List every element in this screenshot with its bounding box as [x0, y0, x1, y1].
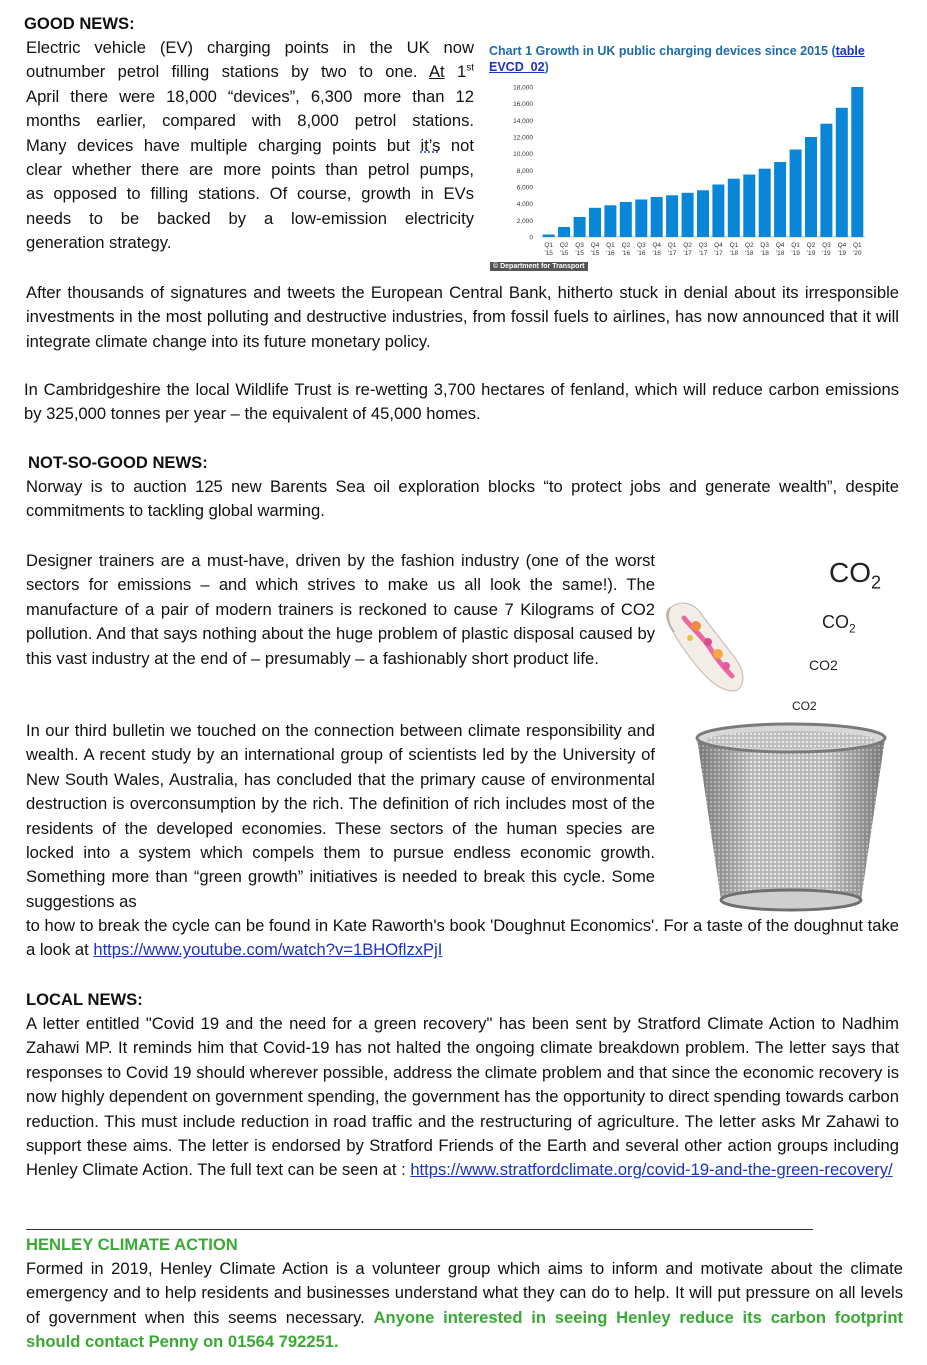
local-news-heading: LOCAL NEWS:: [26, 990, 143, 1009]
bar: [774, 162, 786, 237]
bar: [620, 202, 632, 237]
waste-basket-image: [693, 720, 889, 914]
local-news-body: A letter entitled "Covid 19 and the need for a green recovery" has been sent by Stratford Climate Action to Nadhim Zahawi MP. It reminds him that Covid-19 has not halted the ongoing climate breakdown problem. The letter says that responses to Covid 19 should wherever possible, address the climate problem and that since the economic recovery is now highly dependent on government spending, the government has the opportunity to direct spending towards carbon reduction. This must include reduction in road traffic and the restructuring of agriculture. The letter asks Mr Zahawi to support these aims. The letter is endorsed by Stratford Friends of the Earth and several other action groups including Henley Climate Action. The full text can be seen at :: [26, 1014, 899, 1180]
wealth-paragraph: In our third bulletin we touched on the connection between climate responsibility and wealth. A recent study by an international group of scientists led by the University of New South Wales, Australia, has concluded that the primary cause of environmental destruction is overconsumption by the rich. The definition of rich includes most of the residents of the developed economies. These sectors of the human species are locked into a system which compels them to pursue endless economic growth. Something more than “green growth” initiatives is needed to break this cycle. Some suggestions as: [26, 721, 655, 911]
local-news-paragraph: [26, 1012, 899, 1183]
x-tick-label: Q2: [683, 242, 692, 249]
x-tick-year-label: '18: [775, 250, 785, 257]
chart-source: © Department for Transport: [490, 262, 588, 271]
bar: [805, 137, 817, 237]
x-tick-label: Q3: [636, 242, 646, 249]
wealth-paragraph-tail: [26, 914, 899, 963]
x-tick-year-label: '19: [806, 250, 816, 257]
trainer-shoe-image: [662, 598, 748, 694]
x-tick-year-label: '15: [575, 250, 584, 257]
x-tick-year-label: '19: [822, 250, 831, 257]
wealth-tail-text: to how to break the cycle can be found in Kate Raworth's book 'Doughnut Economics'. For a taste of the doughnut take a look at: [26, 916, 899, 960]
ev-line-3: April there were 18,000 “devices”, 6,300 more than 12: [26, 86, 474, 106]
henley-contact: Anyone interested in seeing Henley reduce its carbon footprint should contact Penny on 01564 792251.: [26, 1307, 903, 1352]
x-tick-label: Q4: [837, 242, 847, 249]
x-tick-year-label: '17: [667, 250, 677, 257]
ev-line-8: needs to be backed by a low-emission electricity: [26, 208, 474, 228]
x-tick-year-label: '18: [760, 250, 769, 257]
y-tick-label: 2,000: [516, 217, 533, 225]
x-tick-year-label: '18: [729, 250, 739, 257]
ev-line-5: Many devices have multiple charging points but: [26, 135, 421, 155]
x-tick-label: Q2: [559, 242, 569, 249]
bar: [558, 227, 570, 237]
x-tick-label: Q1: [852, 242, 862, 249]
x-tick-label: Q4: [652, 242, 662, 249]
first-sup: st: [466, 62, 474, 74]
co2-medium-sub: 2: [849, 621, 856, 636]
co2-smallest: CO2: [792, 699, 817, 713]
x-tick-label: Q1: [729, 242, 739, 249]
ev-line-7: as opposed to filling stations. Of course, growth in EVs: [26, 184, 474, 204]
cambs-paragraph: In Cambridgeshire the local Wildlife Trust is re-wetting 3,700 hectares of fenland, which will reduce carbon emissions by 325,000 tonnes per year – the equivalent of 45,000 homes.: [24, 380, 899, 424]
x-tick-year-label: '19: [791, 250, 800, 257]
x-tick-year-label: '15: [544, 250, 553, 257]
ev-line-1: Electric vehicle (EV) charging points in the UK now: [26, 38, 474, 57]
chart-title: [489, 43, 901, 75]
x-tick-label: Q4: [714, 242, 723, 249]
co2-large: [829, 557, 881, 594]
x-tick-year-label: '17: [683, 250, 692, 257]
not-so-good-heading: NOT-SO-GOOD NEWS:: [28, 453, 208, 472]
trainers-paragraph: Designer trainers are a must-have, driven by the fashion industry (one of the worst sectors for emissions – and which strives to make us all look the same!). The manufacture of a pair of modern trainers is reckoned to cause 7 Kilograms of CO2 pollution. And that says nothing about the huge problem of plastic disposal caused by this vast industry at the end of – presumably – a fashionably short product life.: [26, 551, 655, 668]
bar: [759, 169, 771, 237]
ev-line-2: outnumber petrol filling stations by two to one.: [26, 62, 418, 82]
x-tick-label: Q1: [667, 242, 677, 249]
x-tick-year-label: '18: [745, 250, 754, 257]
chart-title-suffix: ): [544, 60, 549, 74]
first-num: 1: [456, 62, 467, 82]
ev-line-4: months earlier, compared with 8,000 petrol stations.: [26, 111, 474, 131]
x-tick-label: Q3: [575, 242, 584, 249]
bar: [635, 200, 647, 238]
x-tick-label: Q1: [791, 242, 800, 249]
ev-chart: [489, 43, 901, 285]
bar: [589, 208, 601, 237]
co2-large-main: CO: [829, 557, 871, 588]
bar: [820, 124, 832, 237]
x-tick-year-label: '20: [853, 250, 862, 257]
co2-medium-main: CO: [822, 612, 849, 632]
bar: [543, 235, 555, 238]
x-tick-year-label: '17: [714, 250, 723, 257]
x-tick-label: Q2: [744, 242, 754, 249]
x-tick-year-label: '17: [698, 250, 708, 257]
henley-paragraph: [26, 1257, 903, 1355]
stratford-link[interactable]: https://www.stratfordclimate.org/covid-19-and-the-green-recovery/: [410, 1160, 893, 1180]
x-tick-year-label: '16: [606, 250, 615, 257]
y-tick-label: 14,000: [513, 117, 533, 125]
bar: [604, 205, 616, 237]
ecb-paragraph: After thousands of signatures and tweets the European Central Bank, hitherto stuck in denial about its irresponsible investments in the most polluting and destructive industries, from fossil fuels to airlines, has now announced that it will integrate climate change into its future monetary policy.: [26, 283, 899, 351]
y-tick-label: 0: [529, 234, 533, 242]
its-word: it’s: [420, 135, 441, 155]
youtube-link[interactable]: https://www.youtube.com/watch?v=1BHOflzxPjI: [93, 940, 443, 960]
bar: [743, 175, 755, 238]
y-tick-label: 10,000: [513, 151, 533, 159]
chart-table-link[interactable]: table EVCD_02: [489, 44, 865, 74]
y-tick-label: 18,000: [513, 84, 533, 92]
y-tick-label: 6,000: [516, 184, 533, 192]
y-tick-label: 8,000: [516, 167, 533, 175]
x-tick-year-label: '16: [637, 250, 646, 257]
x-tick-label: Q2: [621, 242, 631, 249]
norway-paragraph: Norway is to auction 125 new Barents Sea oil exploration blocks “to protect jobs and generate wealth”, despite commitments to tackling global warming.: [26, 477, 899, 521]
x-tick-year-label: '15: [559, 250, 569, 257]
x-tick-label: Q1: [544, 242, 554, 249]
chart-title-text: Chart 1 Growth in UK public charging devices since 2015 (: [489, 44, 836, 58]
good-news-heading: GOOD NEWS:: [24, 14, 135, 33]
bar: [851, 87, 863, 237]
bar: [728, 179, 740, 237]
co2-small: CO2: [809, 657, 838, 673]
co2-medium: [822, 612, 856, 636]
ev-paragraph: [26, 36, 474, 256]
x-tick-label: Q1: [606, 242, 615, 249]
ev-line-5b: not: [440, 135, 474, 155]
ev-line-9: generation strategy.: [26, 233, 172, 253]
bar: [651, 197, 663, 237]
y-tick-label: 12,000: [513, 134, 533, 142]
bar: [682, 193, 694, 237]
bar: [697, 190, 709, 237]
x-tick-label: Q4: [775, 242, 785, 249]
y-tick-label: 16,000: [513, 101, 533, 109]
bar: [574, 217, 586, 237]
ev-line-6: clear whether there are more points than petrol pumps,: [26, 160, 474, 180]
y-tick-label: 4,000: [516, 201, 533, 209]
x-tick-year-label: '19: [837, 250, 847, 257]
co2-large-sub: 2: [871, 572, 882, 593]
at-word: At: [428, 62, 445, 82]
x-tick-label: Q2: [806, 242, 816, 249]
chart-plot: [489, 75, 901, 285]
x-tick-label: Q3: [698, 242, 708, 249]
henley-heading: HENLEY CLIMATE ACTION: [26, 1235, 238, 1254]
bar: [666, 195, 678, 237]
bar: [790, 150, 802, 238]
bar: [836, 108, 848, 237]
x-tick-year-label: '16: [652, 250, 661, 257]
x-tick-label: Q4: [590, 242, 600, 249]
x-tick-label: Q3: [822, 242, 831, 249]
x-tick-label: Q3: [760, 242, 770, 249]
section-divider: [26, 1229, 813, 1230]
henley-body: Formed in 2019, Henley Climate Action is a volunteer group which aims to inform and motivate about the climate emergency and to help residents and businesses understand what they can do to help. It will put pressure on all levels of government when this seems necessary.: [26, 1259, 903, 1327]
x-tick-year-label: '16: [621, 250, 631, 257]
x-tick-year-label: '15: [590, 250, 600, 257]
bar: [712, 185, 724, 238]
